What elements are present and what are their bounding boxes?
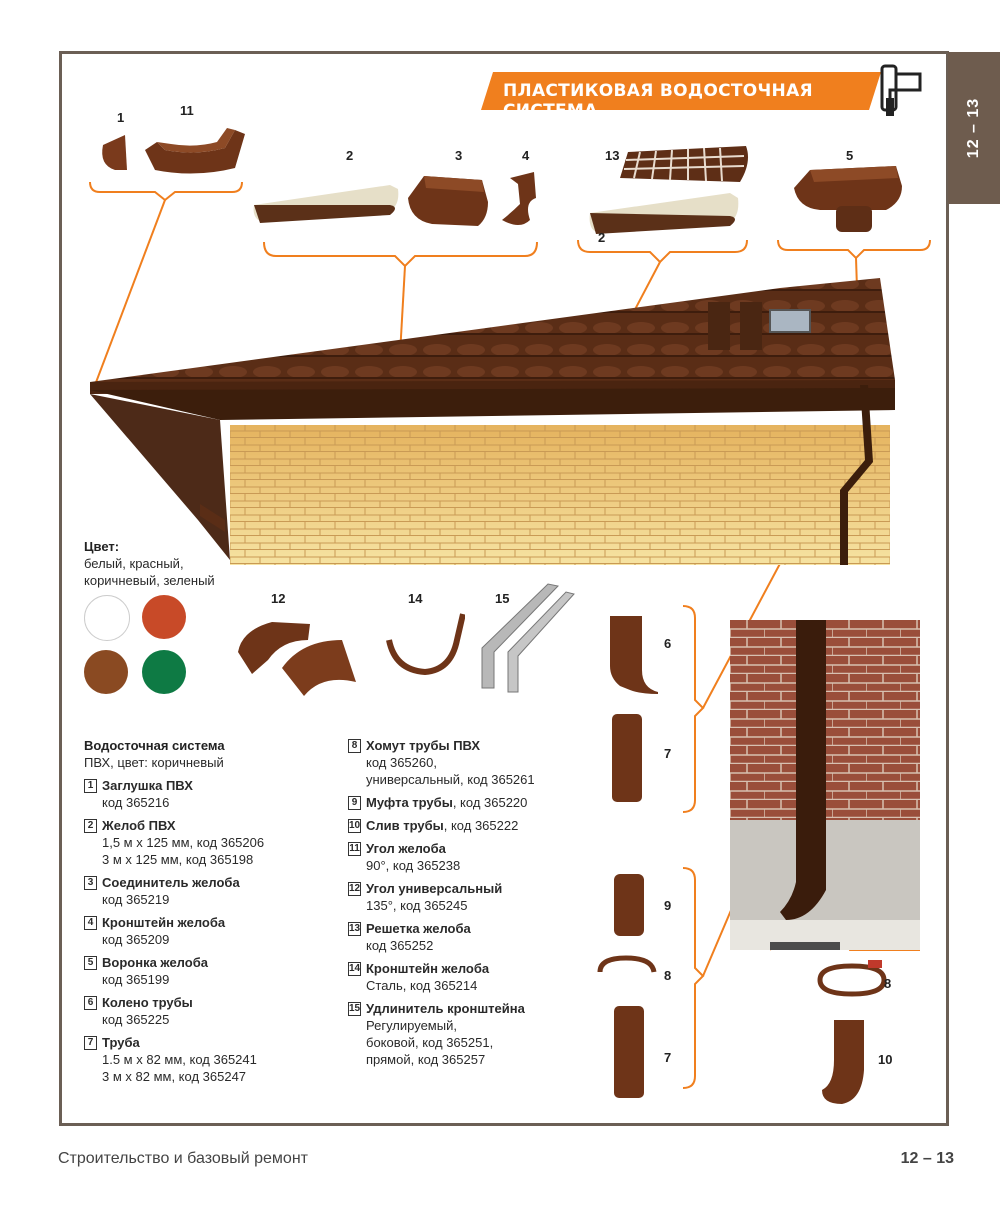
- item-detail: код 365219: [102, 892, 170, 907]
- item-name: Колено трубы: [102, 995, 193, 1010]
- item-name: Труба: [102, 1035, 140, 1050]
- system-subtitle: ПВХ, цвет: коричневый: [84, 755, 224, 770]
- parts-list-left: [84, 737, 344, 1091]
- item-detail: код 365199: [102, 972, 170, 987]
- item-name: Соединитель желоба: [102, 875, 240, 890]
- item-heading: [102, 914, 225, 931]
- item-body: [366, 794, 527, 811]
- item-number-box: 10: [349, 820, 361, 831]
- part-15-extender-illustration: [478, 578, 578, 698]
- item-heading: [366, 880, 502, 897]
- item-body: [102, 777, 193, 811]
- label-part-12: 12: [271, 591, 286, 606]
- item-number-box: 11: [349, 843, 360, 854]
- list-item: [348, 794, 588, 811]
- part-6-7-pipes-illustration: [600, 610, 670, 810]
- item-number-box: 5: [84, 956, 97, 970]
- item-name: Удлинитель кронштейна: [366, 1001, 525, 1016]
- item-body: [102, 914, 225, 948]
- item-name: Воронка желоба: [102, 955, 208, 970]
- list-item: [348, 920, 588, 954]
- color-options: [84, 538, 215, 589]
- item-body: [366, 817, 518, 834]
- label-part-1: 1: [117, 110, 125, 125]
- list-item: [84, 777, 344, 811]
- side-tab-pages: 12 – 13: [965, 97, 982, 159]
- label-part-7-b: 7: [664, 1050, 672, 1065]
- wall-downpipe-scene: [730, 620, 920, 950]
- label-part-13: 13: [605, 148, 620, 163]
- item-detail: прямой, код 365257: [366, 1052, 486, 1067]
- label-part-10: 10: [878, 1052, 893, 1067]
- item-body: [102, 817, 264, 868]
- list-item: [348, 960, 588, 994]
- item-name: Угол желоба: [366, 841, 446, 856]
- list-item: [84, 994, 344, 1028]
- item-detail: 90°, код 365238: [366, 858, 461, 873]
- item-detail: код 365209: [102, 932, 170, 947]
- item-number-box: 14: [349, 963, 361, 974]
- colors-names-line1: белый, красный,: [84, 556, 184, 571]
- swatch-brown: [84, 650, 128, 694]
- label-part-7: 7: [664, 746, 672, 761]
- part-14-bracket-illustration: [385, 610, 465, 680]
- item-detail: код 365260,: [366, 755, 437, 770]
- item-detail: 3 м х 82 мм, код 365247: [102, 1069, 247, 1084]
- label-part-14: 14: [408, 591, 423, 606]
- item-number-box: 9: [348, 796, 361, 810]
- item-number-box: 4: [84, 916, 97, 930]
- item-number-box: 1: [84, 779, 97, 793]
- item-number-box: 6: [84, 996, 97, 1010]
- list-item: [348, 1000, 588, 1068]
- system-title: Водосточная система: [84, 738, 225, 753]
- footer-page-numbers: 12 – 13: [900, 1150, 954, 1167]
- item-detail: код 365216: [102, 795, 170, 810]
- swatch-white: [84, 595, 130, 641]
- footer-book-title: Строительство и базовый ремонт: [58, 1150, 308, 1167]
- item-number-box: 13: [349, 923, 361, 934]
- label-part-2: 2: [346, 148, 354, 163]
- item-detail: код 365225: [102, 1012, 170, 1027]
- item-name: Хомут трубы ПВХ: [366, 738, 481, 753]
- label-part-2-b: 2: [598, 230, 606, 245]
- label-part-4: 4: [522, 148, 530, 163]
- item-heading: [102, 817, 264, 834]
- list-item: [84, 817, 344, 868]
- item-detail: боковой, код 365251,: [366, 1035, 494, 1050]
- item-detail: 1.5 м х 82 мм, код 365241: [102, 1052, 257, 1067]
- item-detail: универсальный, код 365261: [366, 772, 535, 787]
- colors-names-line2: коричневый, зеленый: [84, 573, 215, 588]
- swatch-red: [142, 595, 186, 639]
- label-part-9: 9: [664, 898, 672, 913]
- list-item: [348, 840, 588, 874]
- item-body: [366, 920, 471, 954]
- item-heading: [366, 920, 471, 937]
- item-heading: [366, 817, 518, 834]
- item-detail: код 365252: [366, 938, 434, 953]
- part-12-corner-illustration: [232, 610, 362, 700]
- item-body: [102, 874, 240, 908]
- item-name: Решетка желоба: [366, 921, 471, 936]
- label-part-5: 5: [846, 148, 854, 163]
- label-part-6: 6: [664, 636, 672, 651]
- banner-title: ПЛАСТИКОВАЯ ВОДОСТОЧНАЯ СИСТЕМА: [503, 81, 813, 121]
- colors-title: Цвет:: [84, 539, 120, 554]
- item-name: Угол универсальный: [366, 881, 503, 896]
- item-heading: [366, 960, 489, 977]
- item-detail: 135°, код 365245: [366, 898, 468, 913]
- item-heading: [366, 737, 535, 754]
- swatch-green: [142, 650, 186, 694]
- item-body: [366, 840, 460, 874]
- item-heading: [102, 777, 193, 794]
- item-heading: [102, 994, 193, 1011]
- list-item: [348, 880, 588, 914]
- item-body: [366, 737, 535, 788]
- item-name: Кронштейн желоба: [102, 915, 226, 930]
- item-number-box: 3: [84, 876, 97, 890]
- item-name: Муфта трубы: [366, 795, 453, 810]
- item-name: Слив трубы: [366, 818, 444, 833]
- item-number-box: 2: [84, 819, 97, 833]
- item-name: Кронштейн желоба: [366, 961, 490, 976]
- item-body: [102, 994, 193, 1028]
- item-detail: 1,5 м х 125 мм, код 365206: [102, 835, 265, 850]
- item-body: [366, 1000, 525, 1068]
- item-heading: [366, 840, 460, 857]
- list-item: [348, 817, 588, 834]
- label-part-8: 8: [664, 968, 672, 983]
- item-heading: [366, 794, 527, 811]
- list-item: [84, 954, 344, 988]
- item-heading: [102, 954, 208, 971]
- part-9-8-7-illustration: [596, 868, 666, 1108]
- parts-list-right: [348, 737, 588, 1074]
- item-name: Желоб ПВХ: [102, 818, 176, 833]
- item-number-box: 12: [349, 883, 361, 894]
- item-heading: [102, 874, 240, 891]
- item-heading: [366, 1000, 525, 1017]
- item-number-box: 8: [348, 739, 361, 753]
- list-item: [84, 874, 344, 908]
- item-body: [102, 1034, 257, 1085]
- house-roof-scene: [80, 270, 900, 570]
- list-item: [84, 1034, 344, 1085]
- label-part-11: 11: [180, 103, 194, 118]
- list-item: [348, 737, 588, 788]
- item-detail: Сталь, код 365214: [366, 978, 478, 993]
- item-code-inline: , код 365220: [452, 795, 528, 810]
- item-detail: 3 м х 125 мм, код 365198: [102, 852, 254, 867]
- item-number-box: 7: [84, 1036, 97, 1050]
- item-number-box: 15: [349, 1003, 361, 1014]
- label-part-3: 3: [455, 148, 463, 163]
- list-item: [84, 914, 344, 948]
- part-8-10-illustration: [812, 960, 892, 1110]
- item-heading: [102, 1034, 257, 1051]
- label-part-8-b: 8: [884, 976, 892, 991]
- label-part-15: 15: [495, 591, 510, 606]
- item-name: Заглушка ПВХ: [102, 778, 193, 793]
- item-body: [366, 960, 489, 994]
- item-body: [102, 954, 208, 988]
- item-detail: Регулируемый,: [366, 1018, 457, 1033]
- item-body: [366, 880, 502, 914]
- item-code-inline: , код 365222: [443, 818, 519, 833]
